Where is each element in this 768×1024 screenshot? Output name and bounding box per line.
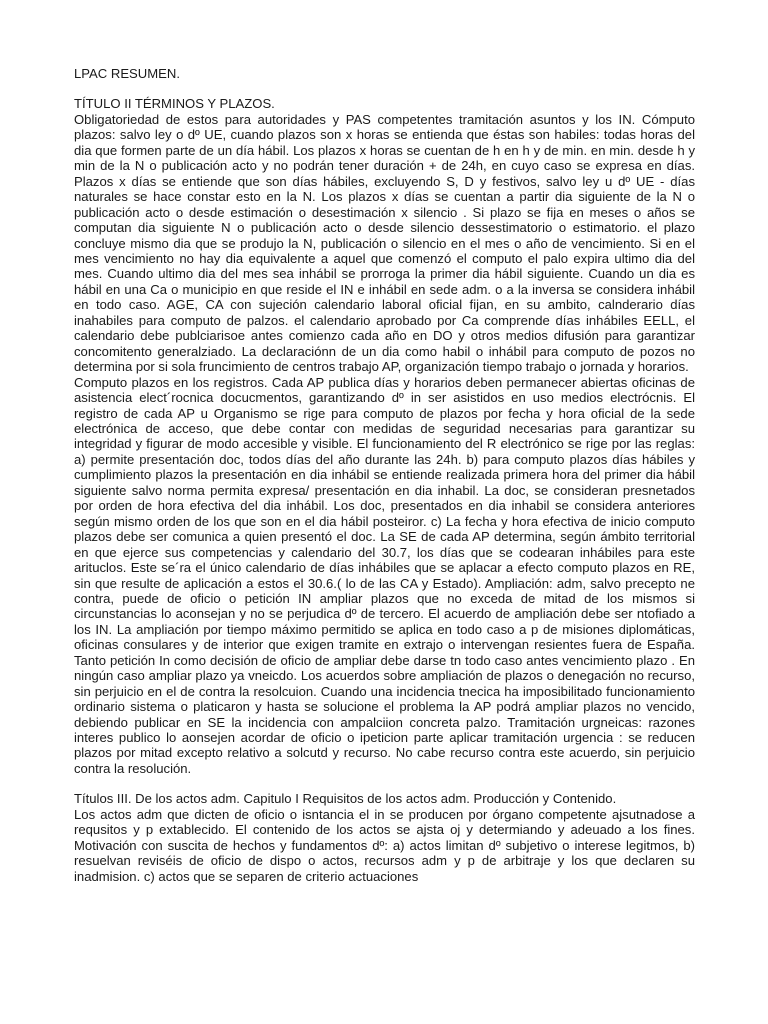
section-titulo-iii xyxy=(74,791,695,884)
paragraph-registros: Computo plazos en los registros. Cada AP publica días y horarios deben permanecer abiertas oficinas de asistencia elect´rocnica docucmentos, garantizando dº in ser asistidos en uso medios electrócnis. El registro de cada AP u Organismo se rige para computo de plazos por fecha y hora oficial de la sede electrónica de acceso, que debe contar con medidas de seguridad necesarias para garantizar su integridad y figurar de modo accesible y visible. El funcionamiento del R electrónico se rige por las reglas: a) permite presentación doc, todos días del año durante las 24h. b) para computo plazos días hábiles y cumplimiento plazos la presentación en dia inhábil se entiende realizada primera hora del primer dia hábil siguiente salvo norma permita expresa/ presentación en dia inhabil. La doc, se consideran presnetados por orden de hora efectiva del dia inhábil. Los doc, presentados en dia inhabil se considera anteriores según mismo orden de los que son en el dia hábil posteiror. c) La fecha y hora efectiva de inicio computo plazos debe ser comunica a quien presentó el doc. La SE de cada AP determina, según ámbito territorial en que ejerce sus competencias y calendario del 30.7, los días que se codearan inhábiles para este arituclos. Este se´ra el único calendario de días inhábiles que se aplacar a efecto computo plazos en RE, sin que resulte de aplicación a estos el 30.6.( lo de las CA y Estado). Ampliación: adm, salvo precepto ne contra, puede de oficio o petición IN ampliar plazos que no exceda de mitad de los mismos si circunstancias lo aconsejan y no se perjudica dº de tercero. El acuerdo de ampliación debe ser ntofiado a los IN. La ampliación por tiempo máximo permitido se aplica en todo caso a p de misiones diplomáticas, oficinas consulares y de interior que exigen tramite en extrajo o intervengan resientes fuera de España. Tanto petición In como decisión de oficio de ampliar debe darse tn todo caso antes vencimiento plazo . En ningún caso ampliar plazo ya vneicdo. Los acuerdos sobre ampliación de plazos o denegación no recurso, sin perjuicio en el de contra la resolcuion. Cuando una incidencia tnecica ha imposibilitado funcionamiento ordinario sistema o platicaron y hasta se solucione el problema la AP podrá ampliar plazos no vencido, debiendo publicar en SE la incidencia con ampalciion concreta palzo. Tramitación urgneicas: razones interes publico lo aonsejen acordar de oficio o ipeticion parte aplicar tramitación urgencia : se reducen plazos por mitad excepto relativo a solcutd y recurso. No cabe recurso contra este acuerdo, sin perjuicio contra la resolución. xyxy=(74,374,695,776)
section-heading: TÍTULO II TÉRMINOS Y PLAZOS. xyxy=(74,96,275,112)
paragraph-computo-plazos: Obligatoriedad de estos para autoridades y PAS competentes tramitación asuntos y los IN. Cómputo plazos: salvo ley o dº UE, cuando plazos son x horas se entienda que éstas son habiles: todas horas del dia que formen parte de un día hábil. Los plazos x horas se cuentan de h en h y de min. en min. desde h y min de la N o publicación acto y no podrán tener duración + de 24h, en cuyo caso se expresa en días. Plazos x días se entiende que son días hábiles, excluyendo S, D y festivos, salvo ley u dº UE - días naturales se hace constar esto en la N. Los plazos x días se cuentan a partir dia siguiente de la N o publicación acto o desde estimación o desestimación x silencio . Si plazo se fija en meses o años se computan dia siguiente N o publicación acto o desde silencio dessestimatorio o estimatorio. el plazo concluye mismo dia que se produjo la N, publicación o silencio en el mes o año de vencimiento. Si en el mes vencimiento no hay dia equivalente a aquel que comenzó el computo el palo expira ultimo dia del mes. Cuando ultimo dia del mes sea inhábil se prorroga la primer dia hábil siguiente. Cuando un dia es hábil en una Ca o municipio en que reside el IN e inhábil en sede adm. o a la inversa se considera inhábil en todo caso. AGE, CA con sujeción calendario laboral oficial fijan, en su ambito, calnderario días inahabiles para computo de palzos. el calendario aprobado por Ca comprende días inhábiles EELL, el calendario debe publciarisoe antes comienzo cada año en DO y otros medios difusión para garantizar concomitento generalziado. La declaraciónn de un dia como habil o inhábil para computo de pozos no determina por si sola fruncimiento de centros trabajo AP, organización tiempo trabajo o jornada y horarios. xyxy=(74,111,695,375)
paragraph-actos-adm: Los actos adm que dicten de oficio o isntancia el in se producen por órgano competente ajsutnadose a requsitos y p extablecido. El contenido de los actos se ajsta oj y determiando y adeuado a los fines. Motivación con suscita de hechos y fundamentos dº: a) actos limitan dº subjetivo o interese legitmos, b) resuelvan reviséis de oficio de dispo o actos, recursos adm y p de arbitraje y los que declaren su inadmision. c) actos que se separen de criterio actuaciones xyxy=(74,806,695,884)
document-body xyxy=(74,66,695,899)
section-titulo-ii xyxy=(74,96,695,776)
document-title: LPAC RESUMEN. xyxy=(74,66,180,81)
section-heading: Títulos III. De los actos adm. Capitulo I Requisitos de los actos adm. Producción y Contenido. xyxy=(74,791,617,807)
